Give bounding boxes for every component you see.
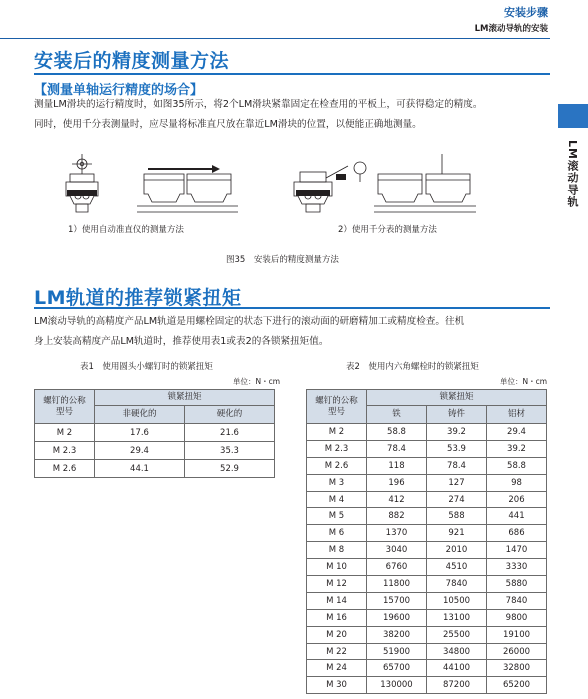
table-cell: 15700: [367, 592, 427, 609]
table1-header-col: 硬化的: [185, 406, 275, 424]
table-cell: 39.2: [427, 424, 487, 441]
table-row: [307, 508, 547, 525]
table-cell: 44100: [427, 660, 487, 677]
section1-subtitle: 【测量单轴运行精度的场合】: [34, 83, 204, 98]
table-row: [307, 542, 547, 559]
table-cell: 29.4: [95, 442, 185, 460]
table-cell: 13100: [427, 609, 487, 626]
table-cell: 21.6: [185, 424, 275, 442]
section-header: 安装步骤: [504, 6, 548, 19]
table1-header-group: 锁紧扭矩: [95, 390, 275, 406]
section2-paragraph: [34, 312, 550, 352]
table-cell: 4510: [427, 559, 487, 576]
table-cell: 11800: [367, 576, 427, 593]
table-cell: 87200: [427, 677, 487, 694]
header-rule: [0, 38, 550, 39]
table-cell: 2010: [427, 542, 487, 559]
table-cell: 882: [367, 508, 427, 525]
table-row: [307, 491, 547, 508]
table-cell: 9800: [487, 609, 547, 626]
paragraph-line: 测量LM滑块的运行精度时，如图35所示，将2个LM滑块紧靠固定在检查用的平板上，可获得稳定的精度。: [34, 99, 483, 110]
table-cell: 3040: [367, 542, 427, 559]
table-cell: M 8: [307, 542, 367, 559]
table2-title: 表2 使用内六角螺栓时的锁紧扭矩: [346, 362, 479, 372]
table1: [34, 389, 275, 478]
table2-header-group: 锁紧扭矩: [367, 390, 547, 406]
table-cell: 34800: [427, 643, 487, 660]
dial-gauge-figure: [292, 150, 488, 216]
table-row: [307, 424, 547, 441]
section1-title: 安装后的精度测量方法: [34, 50, 230, 72]
table-cell: 6760: [367, 559, 427, 576]
table1-header-model: [35, 390, 95, 424]
table2-header-col: 铁: [367, 406, 427, 424]
section2-rule: [34, 307, 550, 309]
table-cell: 53.9: [427, 440, 487, 457]
table2-header-model: [307, 390, 367, 424]
table-cell: M 5: [307, 508, 367, 525]
table-cell: M 22: [307, 643, 367, 660]
table-cell: M 20: [307, 626, 367, 643]
table-cell: 921: [427, 525, 487, 542]
table-cell: M 2.3: [307, 440, 367, 457]
table1-unit: 单位：N・cm: [233, 377, 281, 386]
table-cell: 26000: [487, 643, 547, 660]
paragraph-line: LM滚动导轨的高精度产品LM轨道是用螺栓固定的状态下进行的滚动面的研磨精加工或精度检查。往机: [34, 316, 465, 327]
table-row: [35, 442, 275, 460]
table-row: [307, 440, 547, 457]
header-line: 螺钉的公称: [43, 395, 86, 406]
header-line: 螺钉的公称: [315, 395, 358, 406]
table-row: [307, 609, 547, 626]
table-cell: 206: [487, 491, 547, 508]
table-cell: 78.4: [427, 457, 487, 474]
table-cell: 58.8: [487, 457, 547, 474]
table2-header-col: 铸件: [427, 406, 487, 424]
figure-caption-1: 1）使用自动准直仪的测量方法: [68, 225, 184, 235]
table-row: [307, 592, 547, 609]
table-cell: 274: [427, 491, 487, 508]
table-cell: 1470: [487, 542, 547, 559]
figure-caption: 图35 安装后的精度测量方法: [226, 255, 339, 265]
table-row: [35, 460, 275, 478]
figure-caption-2: 2）使用千分表的测量方法: [338, 225, 437, 235]
table-cell: M 2.6: [307, 457, 367, 474]
table-cell: M 2: [35, 424, 95, 442]
table-cell: M 4: [307, 491, 367, 508]
table-cell: M 2: [307, 424, 367, 441]
table-cell: 19600: [367, 609, 427, 626]
side-tab-marker: [558, 104, 588, 128]
table-cell: 10500: [427, 592, 487, 609]
table-cell: 25500: [427, 626, 487, 643]
table-cell: 686: [487, 525, 547, 542]
table-cell: 7840: [427, 576, 487, 593]
table-cell: 412: [367, 491, 427, 508]
table-cell: 127: [427, 474, 487, 491]
table-cell: M 3: [307, 474, 367, 491]
table-cell: 196: [367, 474, 427, 491]
subsection-header: LM滚动导轨的安装: [474, 24, 548, 34]
table-cell: 130000: [367, 677, 427, 694]
table1-title: 表1 使用圆头小螺钉时的锁紧扭矩: [80, 362, 213, 372]
table-cell: 32800: [487, 660, 547, 677]
table-cell: 3330: [487, 559, 547, 576]
header-line: 型号: [55, 406, 73, 417]
table-cell: 118: [367, 457, 427, 474]
section1-paragraph: [34, 95, 550, 135]
table2-body: [307, 424, 547, 694]
table-cell: M 2.3: [35, 442, 95, 460]
paragraph-line: 身上安装高精度产品LM轨道时，推荐使用表1或表2的各锁紧扭矩值。: [34, 336, 329, 347]
header-line: 型号: [327, 406, 345, 417]
table-cell: M 6: [307, 525, 367, 542]
table-cell: 35.3: [185, 442, 275, 460]
table1-header-col: 非硬化的: [95, 406, 185, 424]
table-row: [307, 643, 547, 660]
table-row: [307, 626, 547, 643]
paragraph-line: 同时，使用千分表测量时，应尽量将标准直尺放在靠近LM滑块的位置，以便能正确地测量。: [34, 119, 422, 130]
table-cell: M 30: [307, 677, 367, 694]
table-row: [307, 525, 547, 542]
table-row: [35, 424, 275, 442]
table-row: [307, 559, 547, 576]
table-cell: 78.4: [367, 440, 427, 457]
table-row: [307, 660, 547, 677]
table-cell: 38200: [367, 626, 427, 643]
table2-header-col: 铝材: [487, 406, 547, 424]
table-row: [307, 677, 547, 694]
table-cell: 44.1: [95, 460, 185, 478]
table-cell: 65700: [367, 660, 427, 677]
table-row: [307, 474, 547, 491]
table-cell: 39.2: [487, 440, 547, 457]
table-cell: 19100: [487, 626, 547, 643]
table-cell: M 14: [307, 592, 367, 609]
side-tab-label: LM滚动导轨: [566, 140, 579, 208]
table-cell: 29.4: [487, 424, 547, 441]
table-row: [307, 576, 547, 593]
table-cell: M 12: [307, 576, 367, 593]
table-cell: 65200: [487, 677, 547, 694]
table-cell: M 24: [307, 660, 367, 677]
table-cell: 17.6: [95, 424, 185, 442]
table-cell: M 10: [307, 559, 367, 576]
table2-unit: 单位：N・cm: [500, 377, 548, 386]
table-row: [307, 457, 547, 474]
autocollimator-figure: [62, 150, 270, 216]
table2: [306, 389, 547, 694]
table-cell: 441: [487, 508, 547, 525]
table-cell: 5880: [487, 576, 547, 593]
table-cell: 1370: [367, 525, 427, 542]
section1-rule: [34, 73, 550, 75]
table-cell: M 16: [307, 609, 367, 626]
table-cell: 7840: [487, 592, 547, 609]
table-cell: 58.8: [367, 424, 427, 441]
section2-title: LM轨道的推荐锁紧扭矩: [34, 287, 242, 309]
table-cell: 52.9: [185, 460, 275, 478]
table-cell: 588: [427, 508, 487, 525]
table-cell: 51900: [367, 643, 427, 660]
table-cell: M 2.6: [35, 460, 95, 478]
table-cell: 98: [487, 474, 547, 491]
